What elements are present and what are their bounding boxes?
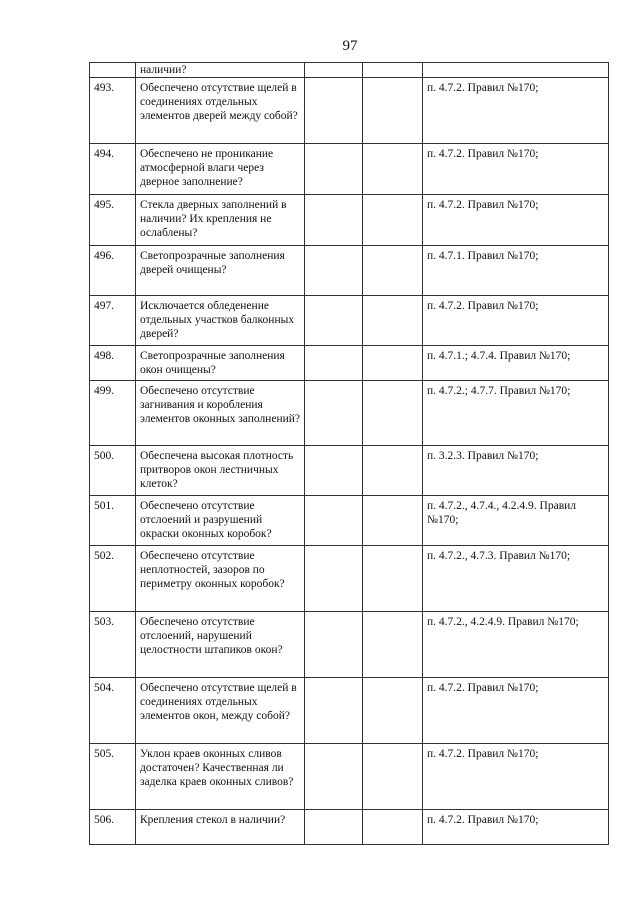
cell-reference: п. 4.7.2. Правил №170; <box>423 78 609 144</box>
cell-question: Светопрозрачные заполнения дверей очищены? <box>136 246 305 296</box>
page-number: 97 <box>342 38 358 54</box>
cell-reference: п. 4.7.1. Правил №170; <box>423 246 609 296</box>
cell-reference: п. 4.7.2., 4.7.4., 4.2.4.9. Правил №170; <box>423 496 609 546</box>
cell-empty <box>363 296 423 346</box>
cell-question: Обеспечено не проникание атмосферной влаги через дверное заполнение? <box>136 144 305 195</box>
cell-empty <box>363 195 423 246</box>
cell-empty <box>363 78 423 144</box>
cell-number: 506. <box>90 810 136 845</box>
cell-question: Обеспечено отсутствие отслоений и разрушений окраски оконных коробок? <box>136 496 305 546</box>
cell-number: 497. <box>90 296 136 346</box>
table-row <box>90 810 609 845</box>
cell-reference: п. 4.7.1.; 4.7.4. Правил №170; <box>423 346 609 381</box>
cell-reference: п. 4.7.2., 4.7.3. Правил №170; <box>423 546 609 612</box>
table-row <box>90 446 609 496</box>
cell-empty <box>363 346 423 381</box>
table-row <box>90 195 609 246</box>
cell-empty <box>305 296 363 346</box>
table-row <box>90 346 609 381</box>
cell-empty <box>363 246 423 296</box>
cell-reference: п. 4.7.2. Правил №170; <box>423 678 609 744</box>
cell-empty <box>305 810 363 845</box>
cell-empty <box>305 546 363 612</box>
cell-empty <box>305 381 363 446</box>
cell-question: Исключается обледенение отдельных участков балконных дверей? <box>136 296 305 346</box>
cell-empty <box>363 381 423 446</box>
cell-empty <box>305 678 363 744</box>
cell-empty <box>363 496 423 546</box>
cell-reference: п. 3.2.3. Правил №170; <box>423 446 609 496</box>
table-row <box>90 296 609 346</box>
cell-empty <box>363 446 423 496</box>
cell-empty <box>305 446 363 496</box>
cell-number: 500. <box>90 446 136 496</box>
cell-question: наличии? <box>136 63 305 78</box>
table-row <box>90 612 609 678</box>
cell-number: 505. <box>90 744 136 810</box>
table-row <box>90 744 609 810</box>
cell-number: 495. <box>90 195 136 246</box>
cell-number: 494. <box>90 144 136 195</box>
cell-number: 502. <box>90 546 136 612</box>
cell-empty <box>363 810 423 845</box>
cell-empty <box>363 144 423 195</box>
table-row <box>90 496 609 546</box>
cell-empty <box>305 744 363 810</box>
cell-number: 504. <box>90 678 136 744</box>
cell-question: Уклон краев оконных сливов достаточен? Качественная ли заделка краев оконных сливов? <box>136 744 305 810</box>
cell-question: Обеспечено отсутствие щелей в соединениях отдельных элементов дверей между собой? <box>136 78 305 144</box>
cell-number: 496. <box>90 246 136 296</box>
cell-empty <box>305 612 363 678</box>
cell-empty <box>305 63 363 78</box>
cell-number: 493. <box>90 78 136 144</box>
cell-number: 503. <box>90 612 136 678</box>
table-row <box>90 678 609 744</box>
cell-number: 499. <box>90 381 136 446</box>
checklist-table <box>89 62 609 845</box>
cell-number <box>90 63 136 78</box>
table-row <box>90 381 609 446</box>
cell-question: Обеспечено отсутствие неплотностей, зазоров по периметру оконных коробок? <box>136 546 305 612</box>
cell-reference: п. 4.7.2. Правил №170; <box>423 144 609 195</box>
cell-empty <box>305 78 363 144</box>
cell-question: Обеспечено отсутствие отслоений, нарушений целостности штапиков окон? <box>136 612 305 678</box>
cell-reference: п. 4.7.2. Правил №170; <box>423 195 609 246</box>
cell-reference: п. 4.7.2. Правил №170; <box>423 810 609 845</box>
cell-empty <box>305 346 363 381</box>
cell-empty <box>363 63 423 78</box>
table-row-continuation <box>90 63 609 78</box>
cell-empty <box>363 678 423 744</box>
cell-reference: п. 4.7.2.; 4.7.7. Правил №170; <box>423 381 609 446</box>
table-row <box>90 546 609 612</box>
cell-empty <box>363 744 423 810</box>
cell-question: Стекла дверных заполнений в наличии? Их крепления не ослаблены? <box>136 195 305 246</box>
cell-empty <box>305 246 363 296</box>
cell-empty <box>363 612 423 678</box>
cell-reference <box>423 63 609 78</box>
cell-empty <box>305 496 363 546</box>
table-row <box>90 144 609 195</box>
cell-reference: п. 4.7.2., 4.2.4.9. Правил №170; <box>423 612 609 678</box>
table-row <box>90 78 609 144</box>
cell-empty <box>363 546 423 612</box>
cell-reference: п. 4.7.2. Правил №170; <box>423 744 609 810</box>
cell-question: Светопрозрачные заполнения окон очищены? <box>136 346 305 381</box>
cell-question: Обеспечена высокая плотность притворов окон лестничных клеток? <box>136 446 305 496</box>
cell-number: 498. <box>90 346 136 381</box>
cell-reference: п. 4.7.2. Правил №170; <box>423 296 609 346</box>
table-row <box>90 246 609 296</box>
cell-question: Обеспечено отсутствие загнивания и коробления элементов оконных заполнений? <box>136 381 305 446</box>
cell-empty <box>305 195 363 246</box>
cell-question: Крепления стекол в наличии? <box>136 810 305 845</box>
cell-empty <box>305 144 363 195</box>
cell-number: 501. <box>90 496 136 546</box>
cell-question: Обеспечено отсутствие щелей в соединениях отдельных элементов окон, между собой? <box>136 678 305 744</box>
